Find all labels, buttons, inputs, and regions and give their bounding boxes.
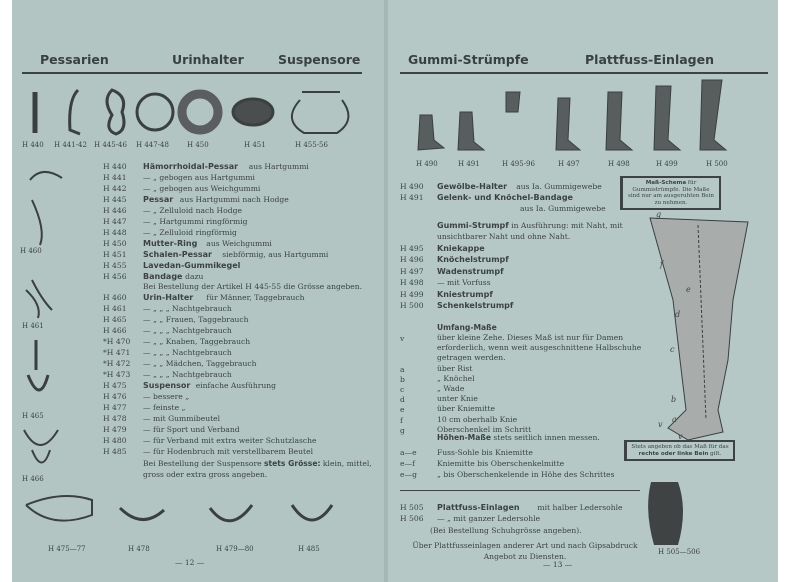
heading-plattfuss-einlagen: Plattfuss-Einlagen xyxy=(585,52,715,67)
leg-letter: c xyxy=(670,345,675,354)
mass-schema-box: Maß-Schema für Gummistrümpfe. Die Maße sind nur am ausgeruhten Bein zu nehmen. xyxy=(620,176,721,210)
measurement-key: b xyxy=(400,375,405,385)
item-name: Mutter-Ring xyxy=(143,238,198,248)
measurement-description: Oberschenkel im Schritt xyxy=(437,424,532,434)
schalen-pessar-451-image xyxy=(233,99,273,125)
leg-side-box: Stets angeben ob das Maß für das rechte oder linke Bein gilt. xyxy=(624,440,735,461)
item-description: — „ Hartgummi ringförmig xyxy=(143,216,248,226)
item-code: *H 473 xyxy=(103,370,131,380)
item-code: H 447 xyxy=(103,216,127,226)
suspensor-479-image xyxy=(210,505,252,521)
item-description: aus Weichgummi xyxy=(206,238,272,248)
item-description: — mit Gummibeutel xyxy=(143,413,221,423)
measurement-description: über Kniemitte xyxy=(437,404,496,414)
item-name: Gewölbe-Halter xyxy=(437,182,508,191)
item-description: — mit Vorfuss xyxy=(437,278,491,288)
item-name: Gelenk- und Knöchel-Bandage xyxy=(437,193,573,202)
image-label: H 479—80 xyxy=(216,545,254,553)
measurement-description: „ bis Oberschenkelende in Höhe des Schrittes xyxy=(437,470,615,479)
leg-letter: a xyxy=(672,415,677,424)
image-label: H 445-46 xyxy=(94,141,127,149)
item-name: Wadenstrumpf xyxy=(437,266,504,276)
image-label: H 460 xyxy=(20,247,42,255)
item-code: H 455 xyxy=(103,260,127,270)
item-code: H 479 xyxy=(103,424,127,434)
item-code: H 445 xyxy=(103,194,127,204)
item-description: aus Hartgummi xyxy=(248,162,309,171)
heading-urinhalter: Urinhalter xyxy=(172,52,244,67)
schenkelstrumpf-500-image xyxy=(700,80,726,150)
image-label: H 441-42 xyxy=(54,141,87,149)
stocking-intro: Gummi-Strumpf in Ausführung: mit Naht, mit unsichtbarer Naht und ohne Naht. xyxy=(437,221,623,241)
bandage-491-image xyxy=(458,112,484,150)
image-label: H 465 xyxy=(22,412,44,420)
item-code: *H 472 xyxy=(103,359,131,369)
item-code: H 450 xyxy=(103,238,127,248)
measurement-description: über kleine Zehe. Dieses Maß ist nur für Damen erforderlich, wenn weit ausgeschnittene Halbschuhe getragen werden. xyxy=(437,333,642,362)
item-code: H 480 xyxy=(103,435,127,445)
item-description: — „ „ „ Nachtgebrauch xyxy=(143,370,232,380)
measurement-description: Fuss-Sohle bis Kniemitte xyxy=(437,448,533,457)
suspensor-size-note: Bei Bestellung der Suspensore stets Grösse: klein, mittel, gross oder extra gross angeben. xyxy=(143,459,372,479)
left-catalog-page xyxy=(12,0,386,582)
measurement-key: e—f xyxy=(400,459,415,468)
item-code: H 495 xyxy=(400,244,424,253)
image-label: H 451 xyxy=(244,141,266,149)
item-name: Urin-Halter xyxy=(143,293,194,303)
item-code: H 448 xyxy=(103,227,127,237)
section-rule xyxy=(400,490,640,491)
measurement-description: Kniemitte bis Oberschenkelmitte xyxy=(437,459,565,468)
pessary-441-image xyxy=(70,90,80,134)
item-description: — „ „ „ Nachtgebrauch xyxy=(143,304,232,314)
item-description: — „ Zelluloid ringförmig xyxy=(143,227,237,237)
gewoelbe-halter-490-image xyxy=(418,115,444,150)
image-label: H 491 xyxy=(458,160,480,168)
item-code: H 477 xyxy=(103,402,127,412)
measurement-key: v xyxy=(400,334,405,343)
measurement-key: e—g xyxy=(400,470,417,479)
circumference-title: Umfang-Maße xyxy=(437,323,497,332)
image-label: H 478 xyxy=(128,545,150,553)
lavedan-455-image xyxy=(292,92,349,133)
image-label: H 485 xyxy=(298,545,320,553)
leg-letter: e xyxy=(686,285,691,294)
item-description: — „ mit ganzer Ledersohle xyxy=(437,514,541,523)
item-name: Schenkelstrumpf xyxy=(437,301,514,310)
item-description: — feinste „ xyxy=(143,402,186,412)
item-name: Bandage xyxy=(143,271,183,281)
item-description: — für Verband mit extra weiter Schutzlasche xyxy=(143,435,317,445)
item-code: H 505 xyxy=(400,503,424,512)
item-description: — „ Zelluloid nach Hodge xyxy=(143,205,242,215)
item-code: H 441 xyxy=(103,172,127,182)
item-name: Kniestrumpf xyxy=(437,289,493,299)
measurement-key: e xyxy=(400,405,405,415)
item-code: *H 470 xyxy=(103,337,131,347)
measurement-key: c xyxy=(400,385,405,395)
ring-447-image xyxy=(137,94,173,130)
item-description: — „ „ Knaben, Taggebrauch xyxy=(143,337,251,347)
item-description: einfache Ausführung xyxy=(195,381,277,390)
image-label: H 497 xyxy=(558,160,580,168)
item-description: — „ „ „ Nachtgebrauch xyxy=(143,348,232,358)
bandage-continuation: aus Ia. Gummigewebe xyxy=(520,204,606,213)
item-description: aus Hartgummi nach Hodge xyxy=(179,194,289,204)
item-description: — „ „ Frauen, Taggebrauch xyxy=(143,315,249,325)
item-code: H 506 xyxy=(400,514,424,523)
measurement-key: d xyxy=(400,395,405,405)
image-label: H 498 xyxy=(608,160,630,168)
image-label: H 495-96 xyxy=(502,160,535,168)
suspensor-485-image xyxy=(292,505,332,520)
measurement-key: f xyxy=(400,415,403,425)
item-code: H 478 xyxy=(103,413,127,423)
leg-letter: b xyxy=(671,395,677,404)
page-number: — 12 — xyxy=(175,558,205,567)
item-code: H 499 xyxy=(400,289,424,299)
item-description: dazu xyxy=(185,271,204,281)
item-code: H 446 xyxy=(103,205,127,215)
heading-gummi-struempfe: Gummi-Strümpfe xyxy=(408,52,529,67)
measurement-description: über Rist xyxy=(437,364,473,373)
item-name: Suspensor xyxy=(143,381,191,390)
item-description: mit halber Ledersohle xyxy=(537,503,623,512)
right-catalog-page xyxy=(388,0,778,582)
item-description: — für Hodenbruch mit verstellbarem Beutel xyxy=(143,446,314,456)
mutter-ring-450-image xyxy=(182,94,218,130)
item-code: H 500 xyxy=(400,301,424,310)
image-label: H 490 xyxy=(416,160,438,168)
measurement-key: g xyxy=(400,425,405,435)
item-description: Bei Bestellung der Artikel H 445-55 die Grösse angeben. xyxy=(143,282,363,292)
item-description: — „ gebogen aus Hartgummi xyxy=(143,172,255,182)
item-code: H 475 xyxy=(103,381,127,390)
item-code: H 440 xyxy=(103,162,127,171)
image-label: H 505—506 xyxy=(658,548,701,556)
measurement-key: a xyxy=(400,365,405,374)
item-name: Schalen-Pessar xyxy=(143,249,212,259)
item-code: *H 471 xyxy=(103,348,131,358)
item-name: Hämorrhoidal-Pessar xyxy=(143,162,239,171)
item-code: H 456 xyxy=(103,271,127,281)
pessary-445-image xyxy=(107,90,124,134)
urinhalter-460-image xyxy=(30,172,62,245)
item-code: H 451 xyxy=(103,249,127,259)
item-code: H 498 xyxy=(400,278,424,288)
item-description: aus Ia. Gummigewebe xyxy=(516,182,602,191)
image-label: H 499 xyxy=(656,160,678,168)
item-description: für Männer, Taggebrauch xyxy=(206,293,305,303)
leg-letter: g xyxy=(656,210,662,219)
item-code: H 466 xyxy=(103,326,127,336)
kniekappe-495-image xyxy=(506,92,520,112)
leg-measurement-diagram xyxy=(648,218,748,545)
image-label: H 461 xyxy=(22,322,44,330)
item-code: H 491 xyxy=(400,193,424,202)
item-code: H 476 xyxy=(103,391,127,401)
image-label: H 450 xyxy=(187,141,209,149)
suspensor-475-image xyxy=(26,496,92,521)
strumpf-498-image xyxy=(606,92,632,150)
image-label: H 447-48 xyxy=(136,141,169,149)
heading-pessarien: Pessarien xyxy=(40,52,109,67)
leg-letter: f xyxy=(660,260,663,269)
item-code: H 497 xyxy=(400,266,424,276)
page-number: — 13 — xyxy=(543,560,573,569)
item-description: — „ „ Mädchen, Taggebrauch xyxy=(143,359,257,369)
suspensor-478-image xyxy=(120,508,164,520)
urinhalter-465-image xyxy=(28,340,48,390)
item-code: H 485 xyxy=(103,446,127,456)
image-label: H 466 xyxy=(22,475,44,483)
heading-suspensore: Suspensore xyxy=(278,52,361,67)
item-description: siebförmig, aus Hartgummi xyxy=(222,249,329,259)
leg-letter: d xyxy=(675,310,681,319)
insole-note: (Bei Bestellung Schuhgrösse angeben). xyxy=(430,526,582,535)
item-description: — „ „ „ Nachtgebrauch xyxy=(143,326,232,336)
item-code: H 460 xyxy=(103,293,127,303)
item-name: Plattfuss-Einlagen xyxy=(437,503,520,512)
measurement-description: „ Wade xyxy=(437,384,465,394)
urinhalter-461-image xyxy=(26,280,52,318)
wadenstrumpf-497-image xyxy=(556,98,580,150)
leg-letter: v xyxy=(678,432,683,441)
image-label: H 455-56 xyxy=(295,141,328,149)
item-description: — „ gebogen aus Weichgummi xyxy=(143,183,261,193)
kniestrumpf-499-image xyxy=(654,86,680,150)
image-label: H 500 xyxy=(706,160,728,168)
measurement-description: 10 cm oberhalb Knie xyxy=(437,414,518,424)
measurement-description: „ Knöchel xyxy=(437,374,475,384)
item-description: — für Sport und Verband xyxy=(143,424,240,434)
item-name: Lavedan-Gummikegel xyxy=(143,260,241,270)
image-label: H 475—77 xyxy=(48,545,86,553)
leg-letter: v xyxy=(658,420,663,429)
item-code: H 490 xyxy=(400,182,424,191)
item-code: H 465 xyxy=(103,315,127,325)
image-label: H 440 xyxy=(22,141,44,149)
insole-505-image xyxy=(648,482,683,545)
item-description: — bessere „ xyxy=(143,391,190,401)
item-code: H 461 xyxy=(103,304,127,314)
item-name: Kniekappe xyxy=(437,244,485,253)
measurement-key: a—e xyxy=(400,448,417,457)
item-code: H 442 xyxy=(103,183,127,193)
height-title: Höhen-Maße stets seitlich innen messen. xyxy=(437,433,600,442)
item-name: Knöchelstrumpf xyxy=(437,255,509,265)
item-code: H 496 xyxy=(400,255,424,265)
measurement-description: unter Knie xyxy=(437,394,478,404)
insole-offer: Über Plattfusseinlagen anderer Art und nach Gipsabdruck Angebot zu Diensten. xyxy=(412,541,638,561)
item-name: Pessar xyxy=(143,194,174,204)
urinhalter-466-image xyxy=(24,430,58,463)
